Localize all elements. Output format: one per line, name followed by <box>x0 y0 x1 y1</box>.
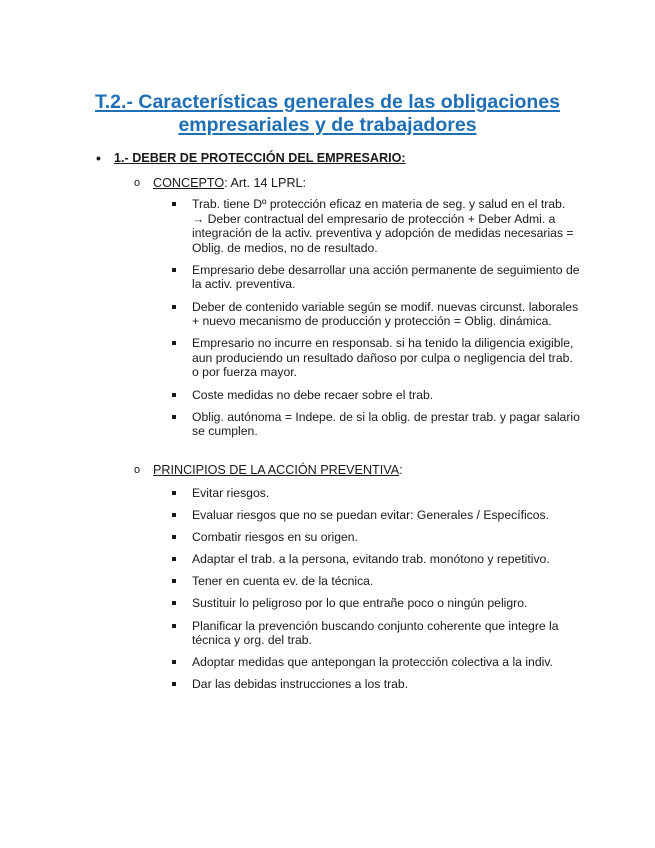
list-item <box>170 677 596 692</box>
list-item-line: Deber de contenido variable según se modif. nuevas circunst. laborales <box>192 299 579 314</box>
concepto-reference: : Art. 14 LPRL: <box>224 176 307 190</box>
list-item-line: Dar las debidas instrucciones a los trab. <box>192 677 409 692</box>
list-item-line: aun produciendo un resultado dañoso por culpa o negligencia del trab. <box>192 350 573 365</box>
list-item-line: + nuevo mecanismo de producción y protección = Oblig. dinámica. <box>192 314 552 329</box>
list-item-line: Trab. tiene Dº protección eficaz en materia de seg. y salud en el trab. <box>192 197 566 211</box>
list-item <box>170 619 596 648</box>
principios-list <box>170 486 596 699</box>
list-item-line: Oblig. autónoma = Indepe. de si la oblig. de prestar trab. y pagar salario <box>192 409 580 424</box>
concepto-label: CONCEPTO <box>153 176 225 190</box>
list-item-line: Adoptar medidas que antepongan la protección colectiva a la indiv. <box>192 655 553 670</box>
list-item-line: Coste medidas no debe recaer sobre el trab. <box>192 387 434 402</box>
list-item-line: integración de la activ. preventiva y adopción de medidas necesarias = <box>192 226 574 241</box>
list-item-line: Tener en cuenta ev. de la técnica. <box>192 574 374 589</box>
list-item-line: Adaptar el trab. a la persona, evitando trab. monótono y repetitivo. <box>192 552 550 567</box>
circle-marker: o <box>134 177 141 189</box>
list-item <box>170 263 596 292</box>
list-item <box>170 486 596 501</box>
concepto-list <box>170 197 596 446</box>
list-item-line: Empresario no incurre en responsab. si ha tenido la diligencia exigible, <box>192 336 574 351</box>
list-item-line: Sustituir lo peligroso por lo que entrañe poco o ningún peligro. <box>192 596 528 611</box>
list-item <box>170 388 596 403</box>
principios-colon: : <box>399 463 403 477</box>
list-item <box>170 574 596 589</box>
list-item <box>170 552 596 567</box>
list-item-line: la activ. preventiva. <box>192 277 296 292</box>
principios-label: PRINCIPIOS DE LA ACCIÓN PREVENTIVA <box>153 463 400 477</box>
list-item <box>170 197 596 255</box>
list-item-line: Planificar la prevención buscando conjunto coherente que integre la <box>192 618 559 633</box>
list-item-line: Oblig. de medios, no de resultado. <box>192 240 378 255</box>
title-line-2: empresariales y de trabajadores <box>178 114 477 137</box>
list-item-line: Evaluar riesgos que no se puedan evitar: Generales / Específicos. <box>192 508 550 523</box>
document-title <box>60 91 595 137</box>
list-item <box>170 530 596 545</box>
section-heading-text: 1.- DEBER DE PROTECCIÓN DEL EMPRESARIO: <box>114 151 406 165</box>
list-item <box>170 336 596 380</box>
bullet-marker: • <box>96 150 101 166</box>
list-item-line: técnica y org. del trab. <box>192 633 312 648</box>
list-item-line: Combatir riesgos en su origen. <box>192 530 358 545</box>
list-item <box>170 300 596 329</box>
list-item-line: Evitar riesgos. <box>192 486 270 500</box>
list-item <box>170 508 596 523</box>
list-item-line: Empresario debe desarrollar una acción permanente de seguimiento de <box>192 262 580 277</box>
title-line-1: T.2.- Características generales de las obligaciones <box>95 91 560 114</box>
list-item <box>170 410 596 439</box>
list-item <box>170 596 596 611</box>
list-item <box>170 655 596 670</box>
circle-marker: o <box>134 464 141 476</box>
list-item-line: → Deber contractual del empresario de protección + Deber Admi. a <box>192 211 556 226</box>
list-item-line: o por fuerza mayor. <box>192 365 297 380</box>
list-item-line: se cumplen. <box>192 424 258 439</box>
